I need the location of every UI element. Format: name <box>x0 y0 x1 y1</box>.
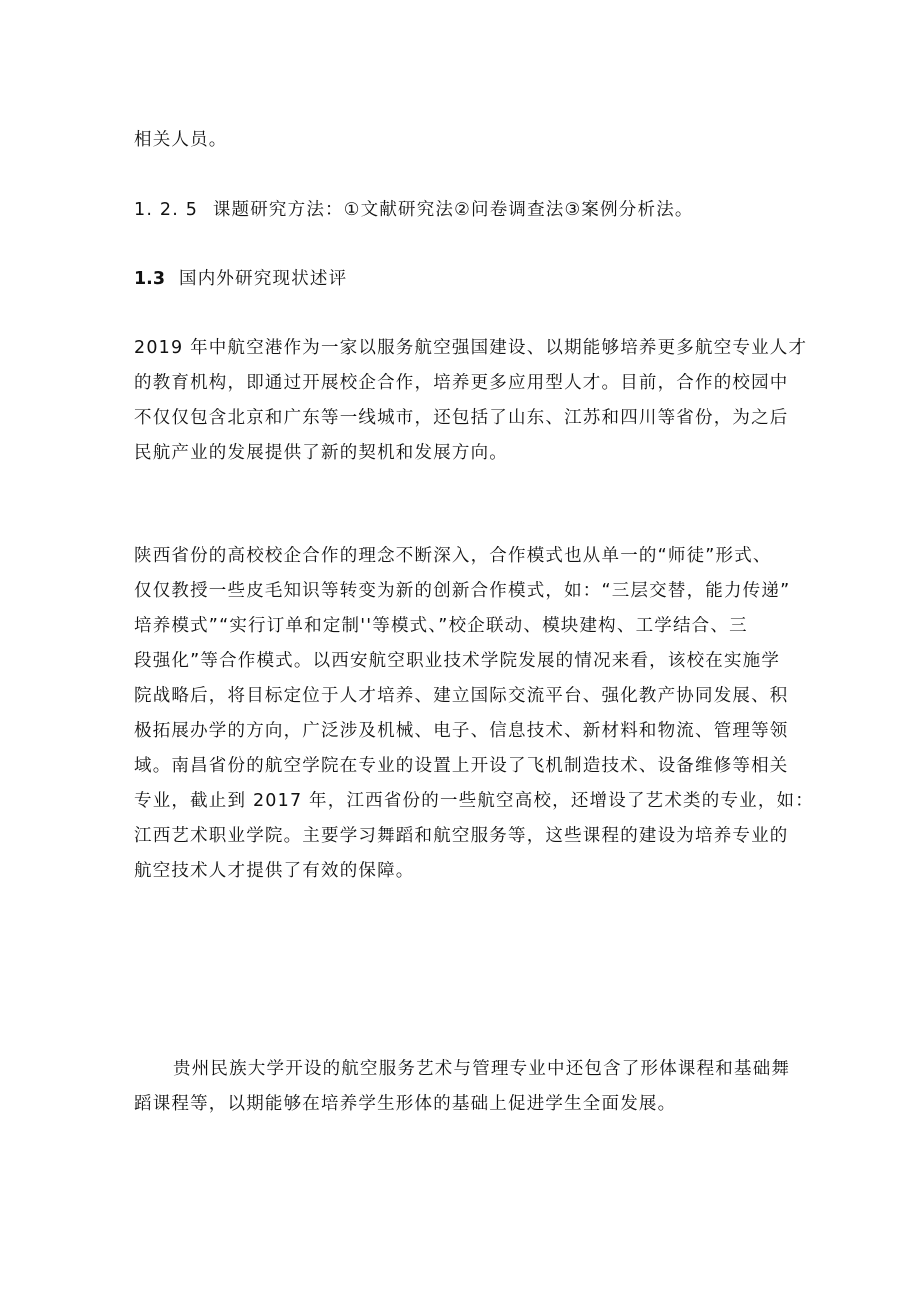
paragraph-line: 的教育机构，即通过开展校企合作，培养更多应用型人才。目前，合作的校园中 <box>134 373 789 393</box>
paragraph-line: 仅仅教授一些皮毛知识等转变为新的创新合作模式，如：“三层交替，能力传递” <box>134 581 791 601</box>
paragraph-line: 陕西省份的高校校企合作的理念不断深入，合作模式也从单一的“师徒”形式、 <box>134 546 772 566</box>
method-number: 1. 2. 5 <box>134 200 199 220</box>
paragraph-line: 专业，截止到 2017 年，江西省份的一些航空高校，还增设了艺术类的专业，如： <box>134 791 814 811</box>
intro-text <box>134 123 794 158</box>
section-title: 国内外研究现状述评 <box>179 269 348 289</box>
paragraph-line: 航空技术人才提供了有效的保障。 <box>134 861 415 881</box>
research-method <box>134 193 794 228</box>
section-number: 1.3 <box>134 269 166 289</box>
paragraph-1 <box>134 331 808 471</box>
paragraph-line: 蹈课程等，以期能够在培养学生形体的基础上促进学生全面发展。 <box>134 1094 677 1114</box>
method-text: 课题研究方法：①文献研究法②问卷调查法③案例分析法。 <box>212 200 694 220</box>
paragraph-line: 江西艺术职业学院。主要学习舞蹈和航空服务等，这些课程的建设为培养专业的 <box>134 826 789 846</box>
paragraph-line: 极拓展办学的方向，广泛涉及机械、电子、信息技术、新材料和物流、管理等领 <box>134 721 789 741</box>
paragraph-line: 培养模式”“实行订单和定制''等模式、”校企联动、模块建构、工学结合、三 <box>134 616 748 636</box>
section-heading <box>134 262 794 297</box>
paragraph-line: 贵州民族大学开设的航空服务艺术与管理专业中还包含了形体课程和基础舞 <box>173 1059 791 1079</box>
paragraph-line: 民航产业的发展提供了新的契机和发展方向。 <box>134 443 508 463</box>
paragraph-line: 2019 年中航空港作为一家以服务航空强国建设、以期能够培养更多航空专业人才 <box>134 338 808 358</box>
paragraph-line: 院战略后，将目标定位于人才培养、建立国际交流平台、强化教产协同发展、积 <box>134 686 789 706</box>
paragraph-line: 不仅仅包含北京和广东等一线城市，还包括了山东、江苏和四川等省份，为之后 <box>134 408 789 428</box>
paragraph-2 <box>134 539 814 889</box>
paragraph-3 <box>134 1052 794 1122</box>
paragraph-line: 域。南昌省份的航空学院在专业的设置上开设了飞机制造技术、设备维修等相关 <box>134 756 789 776</box>
paragraph-line: 段强化”等合作模式。以西安航空职业技术学院发展的情况来看，该校在实施学 <box>134 651 781 671</box>
intro-line: 相关人员。 <box>134 130 228 150</box>
